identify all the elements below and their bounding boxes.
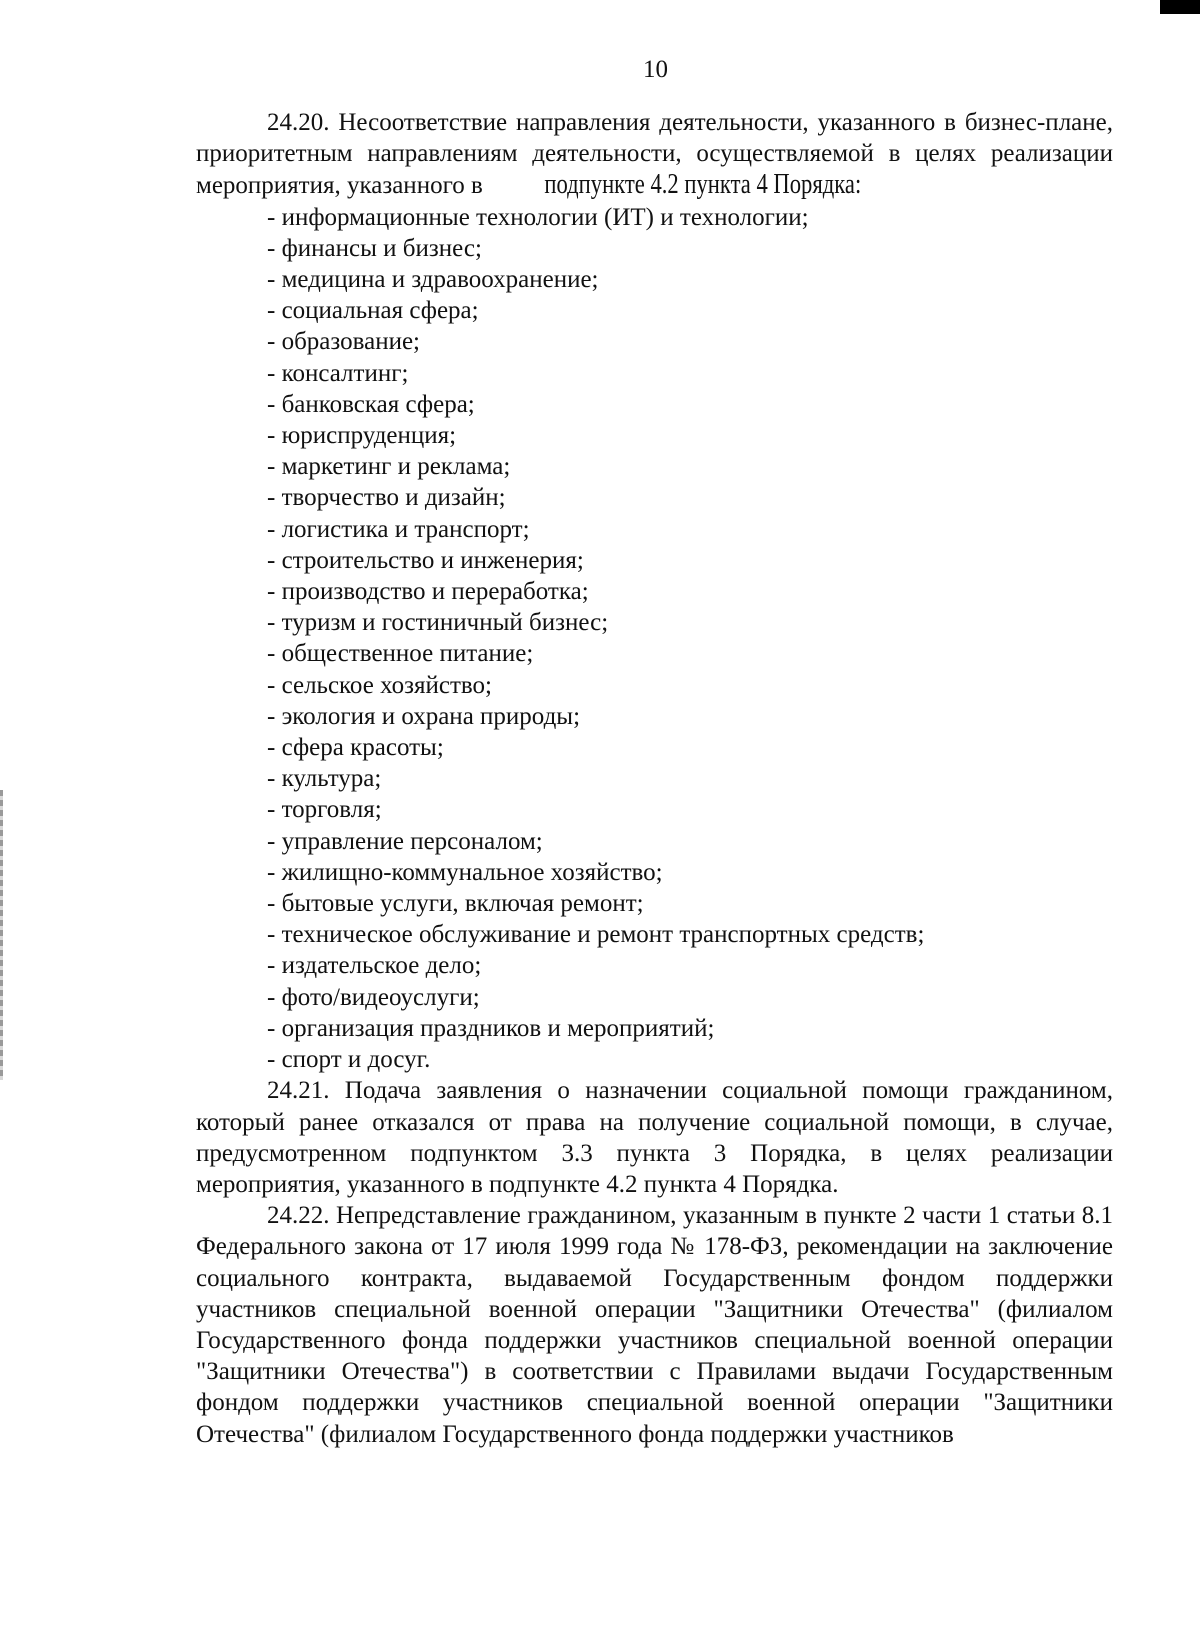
list-item: - издательское дело; xyxy=(267,952,482,980)
document-body xyxy=(196,107,1113,1450)
list-item: - юриспруденция; xyxy=(267,422,457,450)
paragraph-24-21: 24.21. Подача заявления о назначении социальной помощи гражданином, который ранее отказался от права на получение социальной помощи, в случае, предусмотренном подпунктом 3.3 пункта 3 Порядка, в целях реализации мероприятия, указанного в подпункте 4.2 пункта 4 Порядка. xyxy=(196,1077,1113,1198)
list-item: - медицина и здравоохранение; xyxy=(267,266,599,294)
list-item: - творчество и дизайн; xyxy=(267,484,506,512)
page-number: 10 xyxy=(643,56,668,83)
list-item: - сельское хозяйство; xyxy=(267,671,492,699)
list-item: - образование; xyxy=(267,328,420,356)
list-item: - социальная сфера; xyxy=(267,297,479,325)
list-item: - туризм и гостиничный бизнес; xyxy=(267,609,609,637)
list-item: - информационные технологии (ИТ) и технологии; xyxy=(267,203,809,231)
list-item: - консалтинг; xyxy=(267,359,409,387)
list-item: - спорт и досуг. xyxy=(267,1046,431,1074)
list-item: - маркетинг и реклама; xyxy=(267,453,511,481)
list-item: - сфера красоты; xyxy=(267,734,444,762)
scan-corner-mark xyxy=(1160,0,1200,14)
list-item: - организация праздников и мероприятий; xyxy=(267,1014,715,1042)
list-item: - общественное питание; xyxy=(267,640,534,668)
list-item: - управление персоналом; xyxy=(267,827,543,855)
list-item: - строительство и инженерия; xyxy=(267,546,584,574)
list-item: - производство и переработка; xyxy=(267,578,589,606)
list-item: - техническое обслуживание и ремонт транспортных средств; xyxy=(267,921,925,949)
list-item: - логистика и транспорт; xyxy=(267,515,530,543)
directions-list xyxy=(196,202,1113,1076)
list-item: - банковская сфера; xyxy=(267,390,475,418)
list-item: - бытовые услуги, включая ремонт; xyxy=(267,890,644,918)
paragraph-24-20-tail: подпункте 4.2 пункта 4 Порядка: xyxy=(544,168,862,201)
list-item: - финансы и бизнес; xyxy=(267,234,482,262)
scan-left-edge-marks xyxy=(0,790,3,1080)
paragraph-24-22: 24.22. Непредставление гражданином, указанным в пункте 2 части 1 статьи 8.1 Федерального закона от 17 июля 1999 года № 178-ФЗ, рекомендации на заключение социального контракта, выдаваемой Государственным фондом поддержки участников специальной военной операции "Защитники Отечества" (филиалом Государственного фонда поддержки участников специальной военной операции "Защитники Отечества") в соответствии с Правилами выдачи Государственным фондом поддержки участников специальной военной операции "Защитники Отечества" (филиалом Государственного фонда поддержки участников xyxy=(196,1202,1113,1448)
list-item: - торговля; xyxy=(267,796,382,824)
list-item: - фото/видеоуслуги; xyxy=(267,983,480,1011)
list-item: - жилищно-коммунальное хозяйство; xyxy=(267,858,663,886)
paragraph-24-20 xyxy=(196,107,1113,202)
list-item: - экология и охрана природы; xyxy=(267,702,581,730)
list-item: - культура; xyxy=(267,765,382,793)
paragraph-24-20-text: 24.20. Несоответствие направления деятельности, указанного в бизнес-плане, приоритетным направлениям деятельности, осуществляемой в целях реализации мероприятия, указанного в xyxy=(196,109,1113,200)
